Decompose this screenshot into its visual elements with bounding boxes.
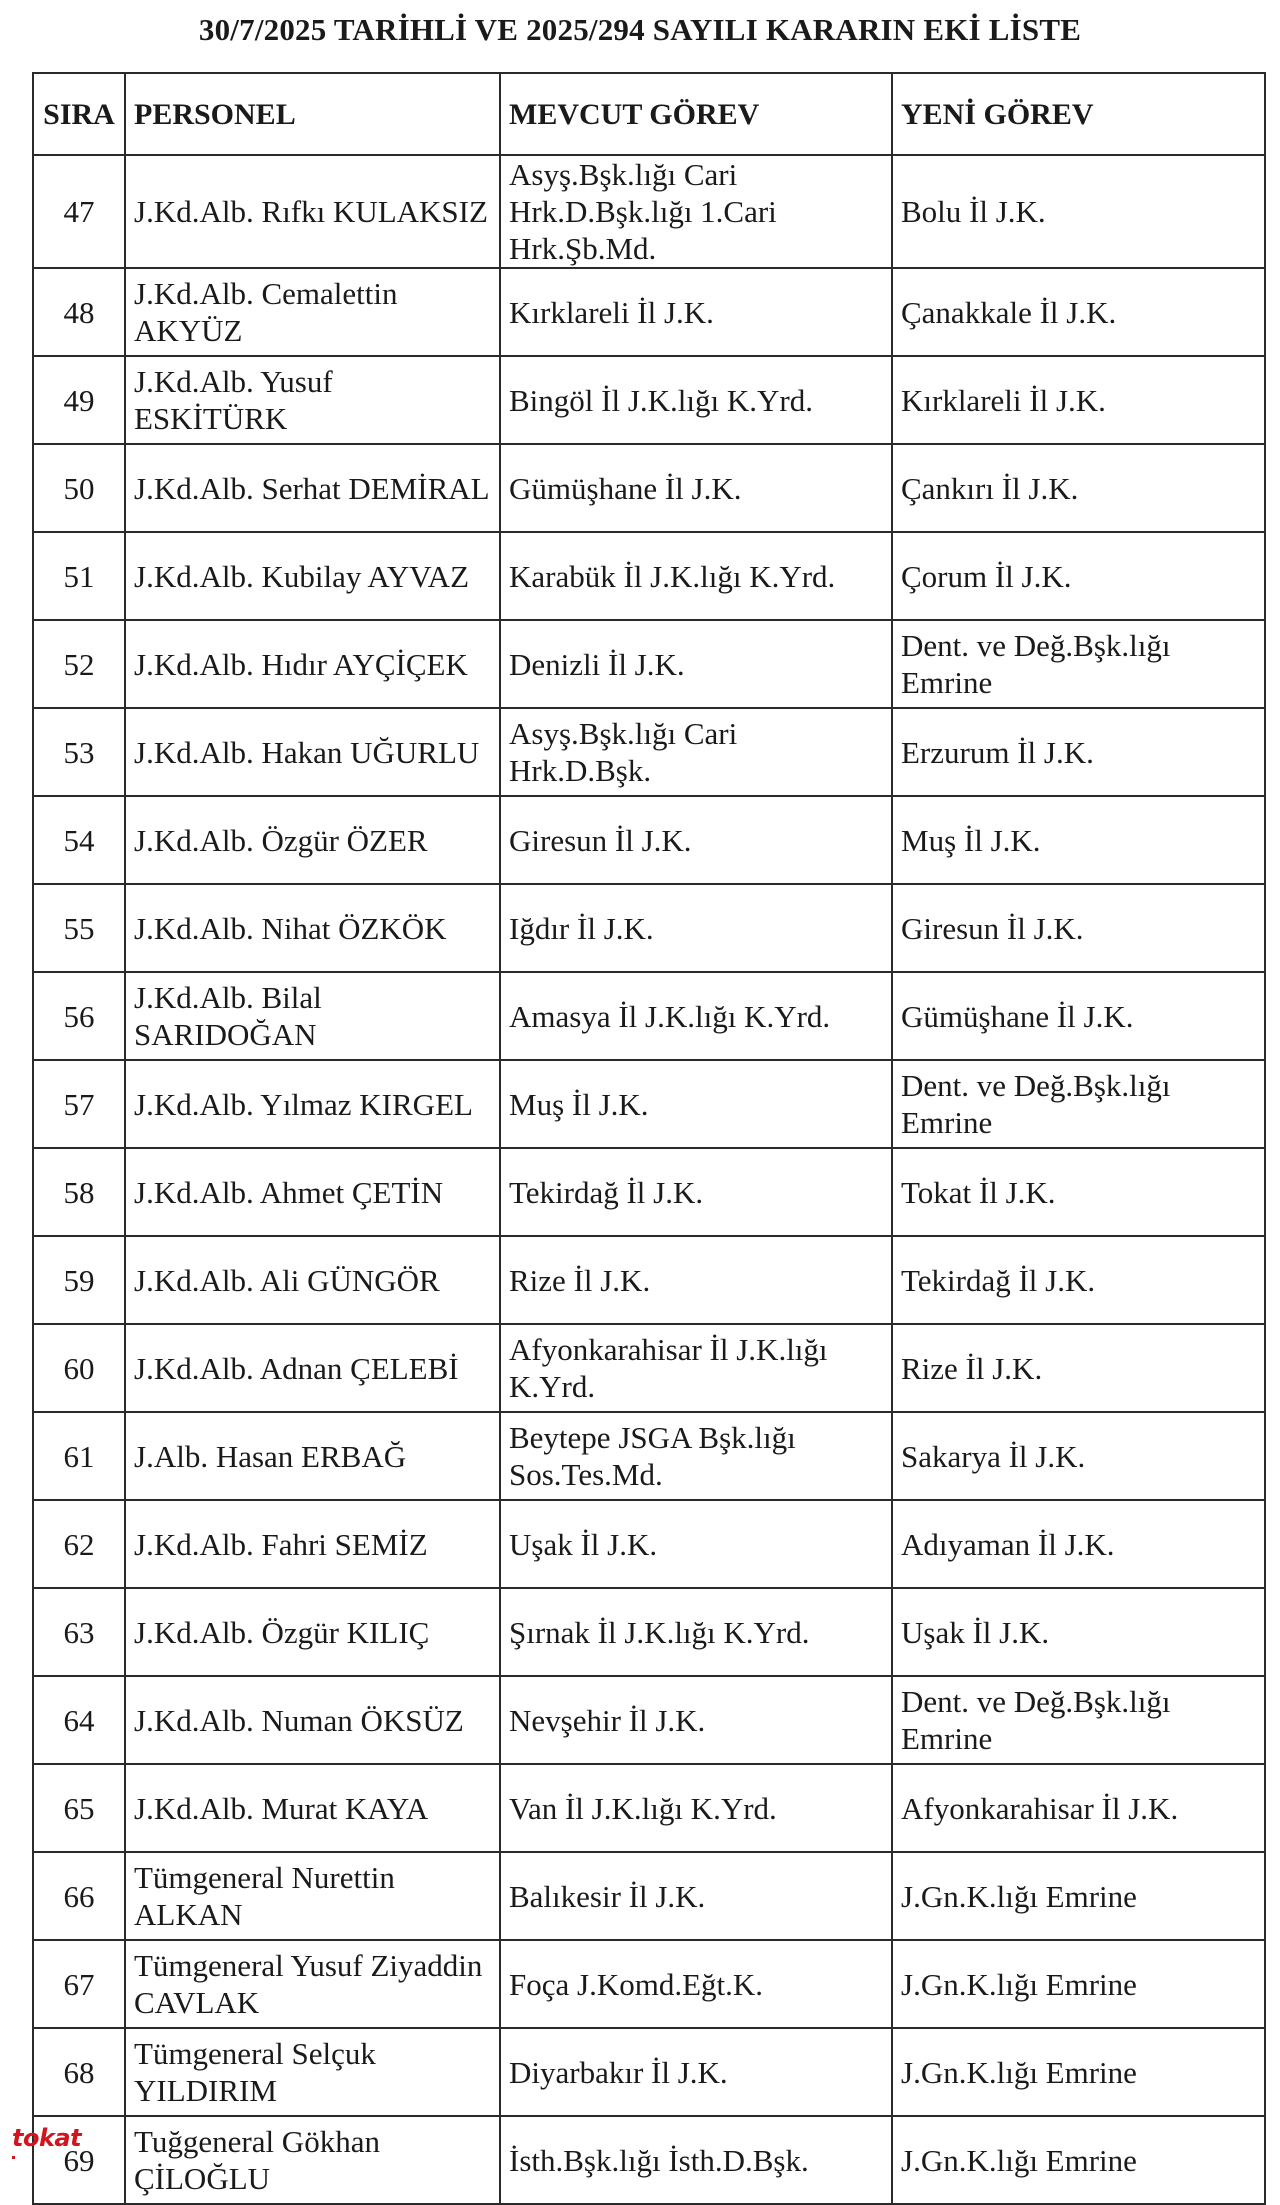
table-row [33,1148,1265,1236]
cell-yeni-gorev: Sakarya İl J.K. [892,1412,1265,1500]
cell-mevcut-gorev: Tekirdağ İl J.K. [500,1148,892,1236]
cell-personel: J.Kd.Alb. Murat KAYA [125,1764,500,1852]
cell-mevcut-gorev: Uşak İl J.K. [500,1500,892,1588]
header-mevcut-gorev: MEVCUT GÖREV [500,73,892,155]
cell-personel: J.Kd.Alb. Cemalettin AKYÜZ [125,268,500,356]
cell-sira: 47 [33,155,125,268]
cell-yeni-gorev: Çankırı İl J.K. [892,444,1265,532]
cell-sira: 56 [33,972,125,1060]
table-row [33,1500,1265,1588]
table-row [33,1060,1265,1148]
cell-sira: 57 [33,1060,125,1148]
table-row [33,2116,1265,2204]
cell-personel: J.Kd.Alb. Özgür KILIÇ [125,1588,500,1676]
cell-mevcut-gorev: Foça J.Komd.Eğt.K. [500,1940,892,2028]
cell-yeni-gorev: Tekirdağ İl J.K. [892,1236,1265,1324]
table-row [33,1236,1265,1324]
cell-yeni-gorev: Kırklareli İl J.K. [892,356,1265,444]
cell-personel: J.Kd.Alb. Hıdır AYÇİÇEK [125,620,500,708]
cell-mevcut-gorev: Denizli İl J.K. [500,620,892,708]
table-row [33,444,1265,532]
cell-personel: J.Kd.Alb. Ali GÜNGÖR [125,1236,500,1324]
cell-yeni-gorev: Dent. ve Değ.Bşk.lığı Emrine [892,1060,1265,1148]
cell-personel: Tümgeneral Nurettin ALKAN [125,1852,500,1940]
table-row [33,268,1265,356]
table-row [33,1588,1265,1676]
table-header-row [33,73,1265,155]
cell-sira: 48 [33,268,125,356]
table-row [33,1676,1265,1764]
cell-personel: J.Kd.Alb. Hakan UĞURLU [125,708,500,796]
cell-sira: 50 [33,444,125,532]
cell-personel: J.Kd.Alb. Fahri SEMİZ [125,1500,500,1588]
cell-sira: 54 [33,796,125,884]
cell-yeni-gorev: Erzurum İl J.K. [892,708,1265,796]
table-row [33,532,1265,620]
table-row [33,155,1265,268]
cell-sira: 52 [33,620,125,708]
table-row [33,1852,1265,1940]
cell-sira: 68 [33,2028,125,2116]
cell-sira: 61 [33,1412,125,1500]
cell-sira: 58 [33,1148,125,1236]
cell-personel: J.Kd.Alb. Yusuf ESKİTÜRK [125,356,500,444]
cell-personel: J.Kd.Alb. Yılmaz KIRGEL [125,1060,500,1148]
cell-sira: 65 [33,1764,125,1852]
table-row [33,1940,1265,2028]
table-row [33,356,1265,444]
cell-personel: J.Alb. Hasan ERBAĞ [125,1412,500,1500]
cell-personel: J.Kd.Alb. Ahmet ÇETİN [125,1148,500,1236]
cell-personel: Tümgeneral Selçuk YILDIRIM [125,2028,500,2116]
cell-yeni-gorev: Muş İl J.K. [892,796,1265,884]
cell-yeni-gorev: Uşak İl J.K. [892,1588,1265,1676]
cell-sira: 64 [33,1676,125,1764]
cell-personel: J.Kd.Alb. Özgür ÖZER [125,796,500,884]
cell-yeni-gorev: J.Gn.K.lığı Emrine [892,1852,1265,1940]
cell-sira: 69 [33,2116,125,2204]
cell-mevcut-gorev: Diyarbakır İl J.K. [500,2028,892,2116]
cell-yeni-gorev: Gümüşhane İl J.K. [892,972,1265,1060]
cell-yeni-gorev: Bolu İl J.K. [892,155,1265,268]
cell-personel: J.Kd.Alb. Numan ÖKSÜZ [125,1676,500,1764]
cell-yeni-gorev: Çorum İl J.K. [892,532,1265,620]
table-row [33,796,1265,884]
cell-yeni-gorev: Dent. ve Değ.Bşk.lığı Emrine [892,620,1265,708]
cell-personel: J.Kd.Alb. Bilal SARIDOĞAN [125,972,500,1060]
table-row [33,1412,1265,1500]
watermark-dot [12,2156,15,2159]
cell-sira: 60 [33,1324,125,1412]
table-row [33,1764,1265,1852]
table-row [33,2028,1265,2116]
cell-sira: 55 [33,884,125,972]
document-title: 30/7/2025 TARİHLİ VE 2025/294 SAYILI KARARIN EKİ LİSTE [198,12,1082,47]
cell-mevcut-gorev: Muş İl J.K. [500,1060,892,1148]
cell-sira: 53 [33,708,125,796]
cell-sira: 66 [33,1852,125,1940]
cell-mevcut-gorev: Afyonkarahisar İl J.K.lığı K.Yrd. [500,1324,892,1412]
cell-yeni-gorev: Dent. ve Değ.Bşk.lığı Emrine [892,1676,1265,1764]
cell-mevcut-gorev: Iğdır İl J.K. [500,884,892,972]
cell-mevcut-gorev: Şırnak İl J.K.lığı K.Yrd. [500,1588,892,1676]
cell-sira: 67 [33,1940,125,2028]
cell-mevcut-gorev: Asyş.Bşk.lığı Cari Hrk.D.Bşk. [500,708,892,796]
table-row [33,884,1265,972]
cell-sira: 62 [33,1500,125,1588]
cell-yeni-gorev: Çanakkale İl J.K. [892,268,1265,356]
table-row [33,972,1265,1060]
cell-yeni-gorev: Rize İl J.K. [892,1324,1265,1412]
table-row [33,708,1265,796]
cell-personel: Tümgeneral Yusuf Ziyaddin CAVLAK [125,1940,500,2028]
cell-mevcut-gorev: Asyş.Bşk.lığı Cari Hrk.D.Bşk.lığı 1.Cari Hrk.Şb.Md. [500,155,892,268]
cell-sira: 49 [33,356,125,444]
cell-personel: J.Kd.Alb. Kubilay AYVAZ [125,532,500,620]
header-sira: SIRA [33,73,125,155]
table-row [33,620,1265,708]
cell-personel: Tuğgeneral Gökhan ÇİLOĞLU [125,2116,500,2204]
cell-mevcut-gorev: Van İl J.K.lığı K.Yrd. [500,1764,892,1852]
cell-sira: 59 [33,1236,125,1324]
cell-sira: 63 [33,1588,125,1676]
cell-yeni-gorev: Afyonkarahisar İl J.K. [892,1764,1265,1852]
cell-mevcut-gorev: Giresun İl J.K. [500,796,892,884]
cell-mevcut-gorev: Gümüşhane İl J.K. [500,444,892,532]
cell-yeni-gorev: J.Gn.K.lığı Emrine [892,1940,1265,2028]
cell-mevcut-gorev: Kırklareli İl J.K. [500,268,892,356]
cell-yeni-gorev: Tokat İl J.K. [892,1148,1265,1236]
watermark-logo: tokat [12,2124,82,2152]
cell-mevcut-gorev: Nevşehir İl J.K. [500,1676,892,1764]
cell-mevcut-gorev: Rize İl J.K. [500,1236,892,1324]
cell-mevcut-gorev: Balıkesir İl J.K. [500,1852,892,1940]
cell-yeni-gorev: Adıyaman İl J.K. [892,1500,1265,1588]
cell-mevcut-gorev: Beytepe JSGA Bşk.lığı Sos.Tes.Md. [500,1412,892,1500]
cell-personel: J.Kd.Alb. Serhat DEMİRAL [125,444,500,532]
header-personel: PERSONEL [125,73,500,155]
cell-sira: 51 [33,532,125,620]
cell-mevcut-gorev: İsth.Bşk.lığı İsth.D.Bşk. [500,2116,892,2204]
cell-mevcut-gorev: Bingöl İl J.K.lığı K.Yrd. [500,356,892,444]
cell-yeni-gorev: J.Gn.K.lığı Emrine [892,2028,1265,2116]
cell-mevcut-gorev: Amasya İl J.K.lığı K.Yrd. [500,972,892,1060]
table-row [33,1324,1265,1412]
cell-mevcut-gorev: Karabük İl J.K.lığı K.Yrd. [500,532,892,620]
cell-yeni-gorev: Giresun İl J.K. [892,884,1265,972]
cell-personel: J.Kd.Alb. Rıfkı KULAKSIZ [125,155,500,268]
header-yeni-gorev: YENİ GÖREV [892,73,1265,155]
cell-personel: J.Kd.Alb. Adnan ÇELEBİ [125,1324,500,1412]
cell-personel: J.Kd.Alb. Nihat ÖZKÖK [125,884,500,972]
cell-yeni-gorev: J.Gn.K.lığı Emrine [892,2116,1265,2204]
personnel-table [32,72,1266,2205]
